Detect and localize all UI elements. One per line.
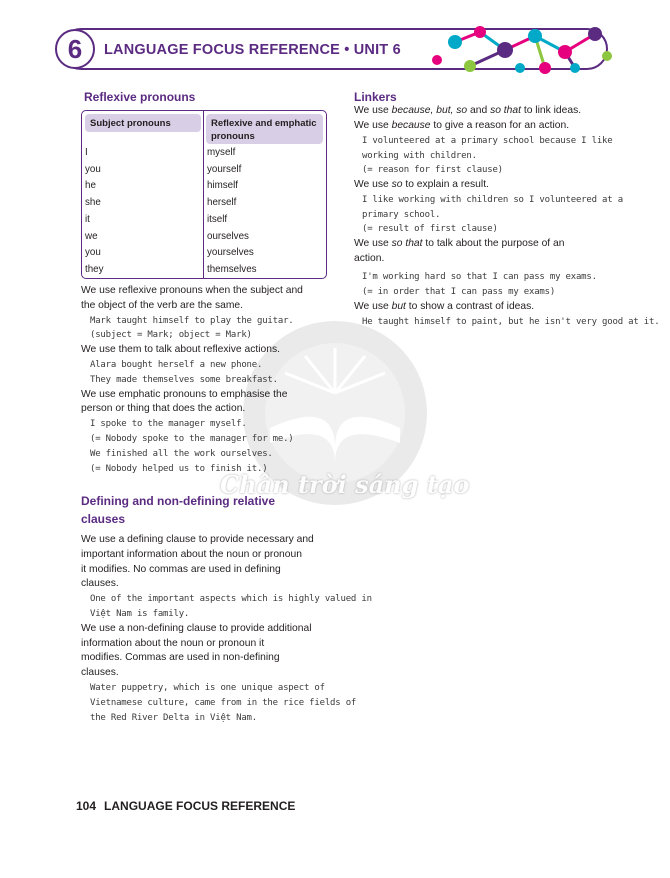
example-sentence: (= Nobody spoke to the manager for me.): [90, 434, 294, 444]
body-text-line: We use a non-defining clause to provide additional: [81, 622, 312, 634]
table-header-reflexive-line2: pronouns: [211, 131, 255, 142]
reflexive-pronoun-cell: herself: [207, 197, 237, 209]
subject-pronoun-cell: he: [85, 180, 96, 192]
reflexive-pronoun-cell: ourselves: [207, 230, 249, 242]
body-text-line: We use reflexive pronouns when the subject and: [81, 285, 303, 296]
example-sentence: He taught himself to paint, but he isn't very good at it.: [362, 317, 660, 327]
body-text-line: the object of the verb are the same.: [81, 299, 243, 311]
linkers-line: We use so to explain a result.: [354, 179, 489, 190]
reflexive-pronoun-cell: himself: [207, 180, 239, 192]
example-sentence: (= reason for first clause): [362, 165, 503, 175]
example-sentence: I like working with children so I volunteered at a: [362, 195, 623, 205]
body-text-line: We use them to talk about reflexive actions.: [81, 344, 280, 356]
subject-pronoun-cell: I: [85, 147, 88, 158]
reflexive-pronoun-cell: yourself: [207, 163, 242, 175]
example-sentence: (= Nobody helped us to finish it.): [90, 463, 268, 474]
example-sentence: Water puppetry, which is one unique aspect of: [90, 683, 325, 693]
body-text-line: important information about the noun or pronoun: [81, 548, 302, 560]
example-sentence: One of the important aspects which is highly valued in: [90, 594, 372, 605]
reflexive-pronoun-cell: myself: [207, 147, 236, 158]
example-sentence: I'm working hard so that I can pass my exams.: [362, 272, 597, 282]
example-sentence: the Red River Delta in Việt Nam.: [90, 712, 257, 723]
example-sentence: They made themselves some breakfast.: [90, 374, 278, 385]
subject-pronoun-cell: it: [85, 213, 90, 225]
table-header-reflexive: [206, 114, 323, 144]
relative-heading-line2: clauses: [81, 512, 126, 526]
example-sentence: I volunteered at a primary school because I like: [362, 136, 613, 146]
subject-pronoun-cell: they: [85, 263, 104, 275]
relative-heading-line1: Defining and non-defining relative: [81, 494, 276, 508]
table-header-reflexive-line1: Reflexive and emphatic: [211, 118, 317, 129]
page-footer: [76, 799, 295, 813]
linkers-heading: Linkers: [354, 90, 397, 104]
table-header-subject: Subject pronouns: [85, 114, 201, 132]
body-text-line: clauses.: [81, 667, 119, 679]
subject-pronoun-cell: you: [85, 163, 101, 175]
example-sentence: (= result of first clause): [362, 224, 498, 234]
body-text-line: it modifies. No commas are used in defining: [81, 563, 281, 575]
example-sentence: (= in order that I can pass my exams): [362, 287, 556, 297]
reflexive-pronoun-cell: itself: [207, 213, 228, 225]
example-sentence: Việt Nam is family.: [90, 609, 190, 619]
body-text-line: modifies. Commas are used in non-defining: [81, 652, 280, 664]
example-sentence: We finished all the work ourselves.: [90, 448, 273, 459]
example-sentence: (subject = Mark; object = Mark): [90, 330, 252, 341]
unit-number-badge: 6: [55, 29, 95, 69]
subject-pronoun-cell: we: [85, 230, 98, 242]
reflexive-heading: Reflexive pronouns: [84, 90, 196, 104]
watermark-text: Chân trời sáng tạo: [220, 470, 470, 499]
footer-label: LANGUAGE FOCUS REFERENCE: [104, 799, 296, 813]
subject-pronoun-cell: you: [85, 247, 101, 259]
body-text-line: We use a defining clause to provide necessary and: [81, 534, 314, 545]
molecule-decoration-icon: [425, 22, 615, 76]
page-number: 104: [76, 799, 97, 813]
pronoun-table: [81, 110, 327, 279]
reflexive-pronoun-cell: yourselves: [207, 247, 254, 259]
example-sentence: I spoke to the manager myself.: [90, 419, 247, 430]
linkers-line: We use because to give a reason for an action.: [354, 120, 570, 131]
body-text-line: person or thing that does the action.: [81, 403, 246, 415]
linkers-line: We use but to show a contrast of ideas.: [354, 301, 535, 312]
example-sentence: Alara bought herself a new phone.: [90, 360, 263, 370]
linkers-line: We use because, but, so and so that to link ideas.: [354, 105, 582, 116]
table-divider: [203, 111, 204, 278]
example-sentence: working with children.: [362, 151, 477, 161]
example-sentence: Mark taught himself to play the guitar.: [90, 315, 294, 326]
body-text-line: information about the noun or pronoun it: [81, 637, 265, 649]
reflexive-pronoun-cell: themselves: [207, 263, 257, 275]
linkers-line: action.: [354, 253, 385, 264]
subject-pronoun-cell: she: [85, 197, 101, 209]
page-title: LANGUAGE FOCUS REFERENCE • UNIT 6: [104, 42, 401, 58]
linkers-line: We use so that to talk about the purpose of an: [354, 238, 565, 249]
body-text-line: We use emphatic pronouns to emphasise the: [81, 388, 288, 400]
example-sentence: primary school.: [362, 210, 441, 220]
body-text-line: clauses.: [81, 578, 119, 590]
example-sentence: Vietnamese culture, came from in the rice fields of: [90, 697, 357, 708]
